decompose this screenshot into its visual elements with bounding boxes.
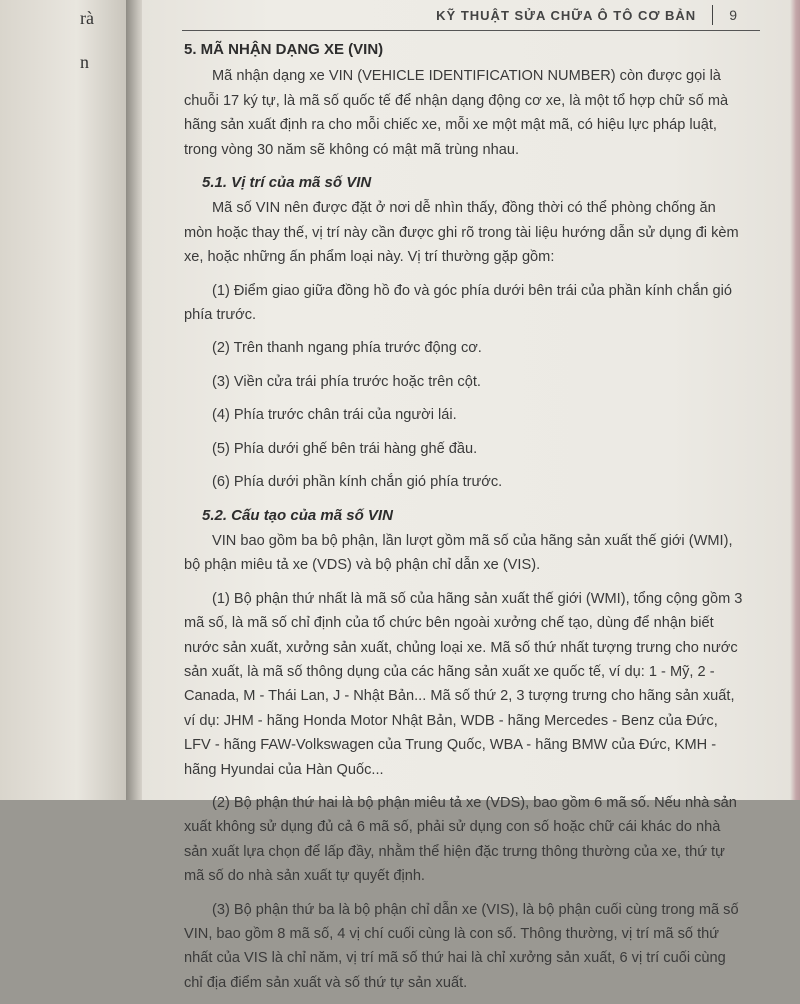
subsection-title-vin-structure: 5.2. Cấu tạo của mã số VIN — [202, 506, 393, 524]
running-title: KỸ THUẬT SỬA CHỮA Ô TÔ CƠ BẢN — [436, 7, 697, 23]
location-item: (5) Phía dưới ghế bên trái hàng ghế đầu. — [212, 440, 478, 457]
subsection-intro-vin-structure: VIN bao gồm ba bộ phận, lần lượt gồm mã số của hãng sản xuất thế giới (WMI), bộ phận miêu tả xe (VDS) và bộ phận chỉ dẫn xe (VIS). — [184, 532, 733, 574]
location-item: (2) Trên thanh ngang phía trước động cơ. — [212, 340, 482, 357]
left-page-fragment: rà — [80, 8, 94, 28]
page-content — [184, 38, 744, 1004]
subsection-intro-vin-location: Mã số VIN nên được đặt ở nơi dễ nhìn thấy, đồng thời có thể phòng chống ăn mòn hoặc thay thế, vị trí này cần được ghi rõ trong tài liệu hướng dẫn sử dụng đi kèm xe, hoặc những ấn phẩm loại này. Vị trí thường gặp gồm: — [184, 200, 739, 266]
header-rule — [182, 30, 760, 31]
location-item: (1) Điểm giao giữa đồng hồ đo và góc phía dưới bên trái của phần kính chắn gió phía trước. — [184, 282, 732, 324]
left-page-edge — [0, 0, 128, 800]
structure-part: (2) Bộ phận thứ hai là bộ phận miêu tả xe (VDS), bao gồm 6 mã số. Nếu nhà sản xuất không sử dụng đủ cả 6 mã số, phải sử dụng con số hoặc chữ cái khác do nhà sản xuất lựa chọn để lấp đầy, nhằm thể hiện đặc trưng thông thường của xe, thứ tự mã số do nhà sản xuất tự quyết định. — [184, 794, 737, 885]
structure-part: (1) Bộ phận thứ nhất là mã số của hãng sản xuất thế giới (WMI), tổng cộng gồm 3 mã số, là mã số chỉ định của tổ chức bên ngoài xưởng chế tạo, dùng để nhận biết nước sản xuất, xưởng sản xuất, chủng loại xe. Mã số thứ nhất tượng trưng cho nước sản xuất, là mã số thông dụng của các hãng sản xuất xe quốc tế, ví dụ: 1 - Mỹ, 2 - Canada, M - Thái Lan, J - Nhật Bản... Mã số thứ 2, 3 tượng trưng cho hãng sản xuất, ví dụ: JHM - hãng Honda Motor Nhật Bản, WDB - hãng Mercedes - Benz của Đức, LFV - hãng FAW-Volkswagen của Trung Quốc, WBA - hãng BMW của Đức, KMH - hãng Hyundai của Hàn Quốc... — [184, 590, 743, 778]
running-header — [436, 5, 738, 25]
section-intro: Mã nhận dạng xe VIN (VEHICLE IDENTIFICATION NUMBER) còn được gọi là chuỗi 17 ký tự, là mã số quốc tế để nhận dạng động cơ xe, là một tổ hợp chữ số mà hãng sản xuất định ra cho mỗi chiếc xe, mỗi xe một mật mã, có hiệu lực pháp luật, trong vòng 30 năm sẽ không có mật mã trùng nhau. — [184, 68, 729, 158]
location-item: (4) Phía trước chân trái của người lái. — [212, 407, 457, 424]
book-page — [142, 0, 800, 991]
subsection-title-vin-location: 5.1. Vị trí của mã số VIN — [202, 174, 372, 192]
header-divider — [712, 5, 713, 25]
section-title: 5. MÃ NHẬN DẠNG XE (VIN) — [184, 41, 384, 58]
page-number: 9 — [729, 7, 738, 23]
left-page-fragment: n — [80, 52, 89, 72]
location-item: (6) Phía dưới phần kính chắn gió phía trước. — [212, 474, 503, 491]
structure-part: (3) Bộ phận thứ ba là bộ phận chỉ dẫn xe (VIS), là bộ phận cuối cùng trong mã số VIN, bao gồm 8 mã số, 4 vị chí cuối cùng là con số. Thông thường, vị trí mã số thứ nhất của VIS là chỉ năm, vị trí mã số thứ hai là chỉ xưởng sản xuất, 6 vị trí cuối cùng chỉ địa điểm sản xuất và số thứ tự sản xuất. — [184, 901, 739, 991]
location-item: (3) Viền cửa trái phía trước hoặc trên cột. — [212, 373, 481, 390]
